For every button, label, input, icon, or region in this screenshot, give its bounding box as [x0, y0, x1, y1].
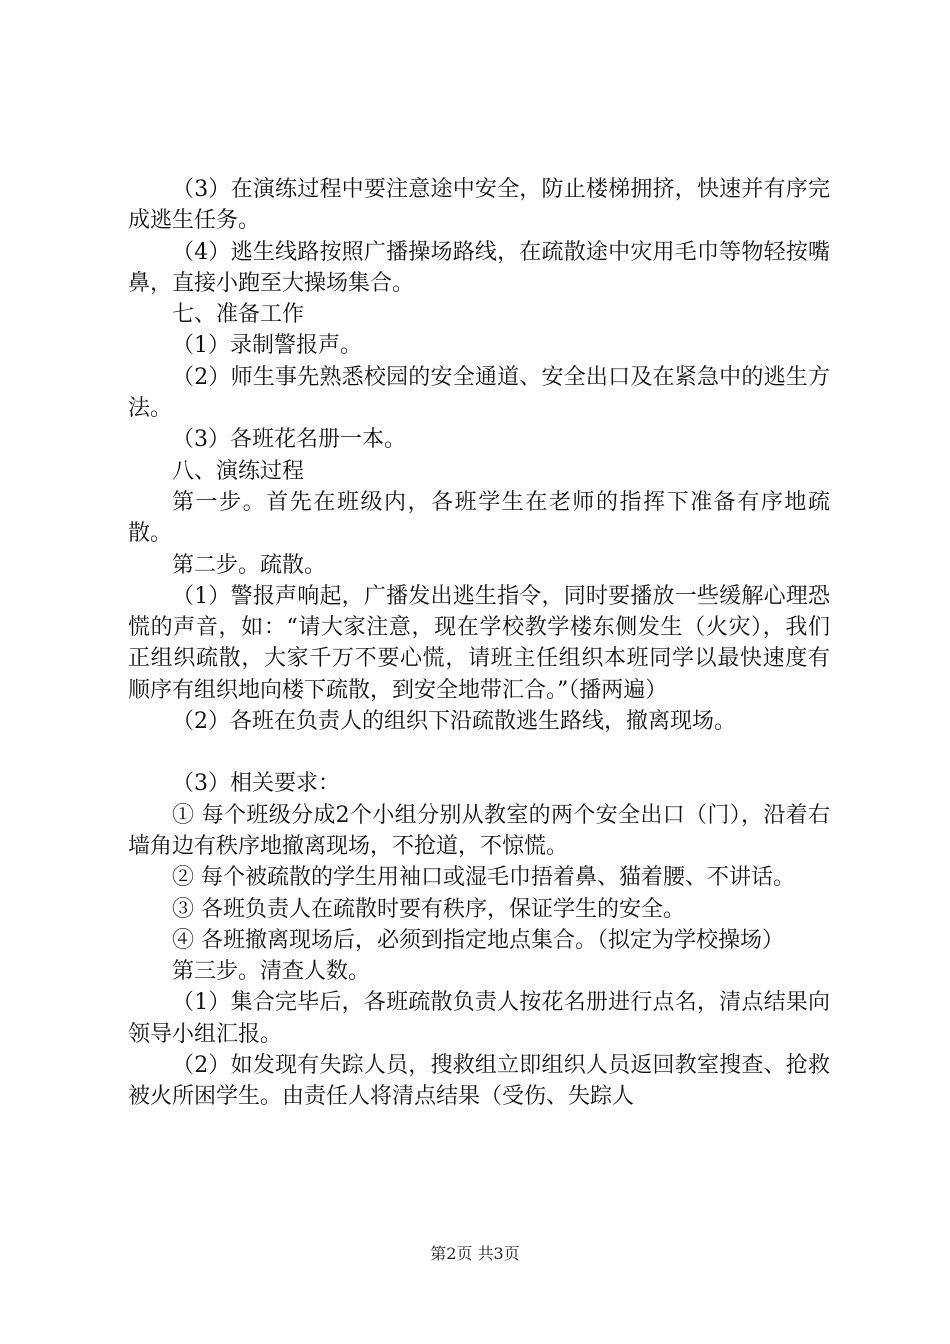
list-item-requirement-2: ② 每个被疏散的学生用袖口或湿毛巾捂着鼻、猫着腰、不讲话。 [172, 865, 795, 891]
paragraph-requirements: （3）相关要求： [172, 771, 340, 797]
paragraph-evacuate-route: （2）各班在负责人的组织下沿疏散逃生路线，撤离现场。 [172, 709, 736, 735]
paragraph-roster: （3）各班花名册一本。 [172, 427, 406, 453]
paragraph-step-one: 第一步。首先在班级内，各班学生在老师的指挥下准备有序地疏散。 [128, 489, 830, 547]
list-item-requirement-3: ③ 各班负责人在疏散时要有秩序，保证学生的安全。 [172, 896, 685, 922]
list-item-requirement-4: ④ 各班撤离现场后，必须到指定地点集合。（拟定为学校操场） [172, 927, 784, 953]
paragraph-step-three: 第三步。清查人数。 [172, 959, 371, 985]
paragraph-missing-persons: （2）如发现有失踪人员，搜救组立即组织人员返回教室搜查、抢救被火所困学生。由责任人将清点结果（受伤、失踪人 [128, 1053, 830, 1110]
paragraph-alarm-broadcast: （1）警报声响起，广播发出逃生指令，同时要播放一些缓解心理恐慌的声音，如：“请大家注意，现在学校教学楼东侧发生（火灾），我们正组织疏散，大家千万不要心慌，请班主任组织本班同学以最快速度有顺序有组织地向楼下疏散，到安全地带汇合。”（播两遍） [128, 583, 830, 703]
list-item-requirement-1: ① 每个班级分成2个小组分别从教室的两个安全出口（门），沿着右墙角边有秩序地撤离现场，不抢道，不惊慌。 [128, 802, 830, 859]
paragraph-step-two: 第二步。疏散。 [172, 552, 327, 578]
paragraph-escape-route: （4）逃生线路按照广播操场路线，在疏散途中灾用毛巾等物轻按嘴鼻，直接小跑至大操场集合。 [128, 239, 830, 296]
page-number-footer: 第2页 共3页 [430, 1244, 520, 1263]
section-heading-preparation: 七、准备工作 [172, 302, 305, 328]
paragraph-familiarize-exits: （2）师生事先熟悉校园的安全通道、安全出口及在紧急中的逃生方法。 [128, 364, 830, 422]
paragraph-record-alarm: （1）录制警报声。 [172, 333, 362, 359]
document-body [128, 174, 830, 1113]
section-heading-drill-process: 八、演练过程 [172, 458, 305, 484]
blank-line [128, 737, 830, 768]
paragraph-roll-call: （1）集合完毕后，各班疏散负责人按花名册进行点名，清点结果向领导小组汇报。 [128, 990, 830, 1047]
paragraph-escape-safety: （3）在演练过程中要注意途中安全，防止楼梯拥挤，快速并有序完成逃生任务。 [128, 177, 830, 234]
